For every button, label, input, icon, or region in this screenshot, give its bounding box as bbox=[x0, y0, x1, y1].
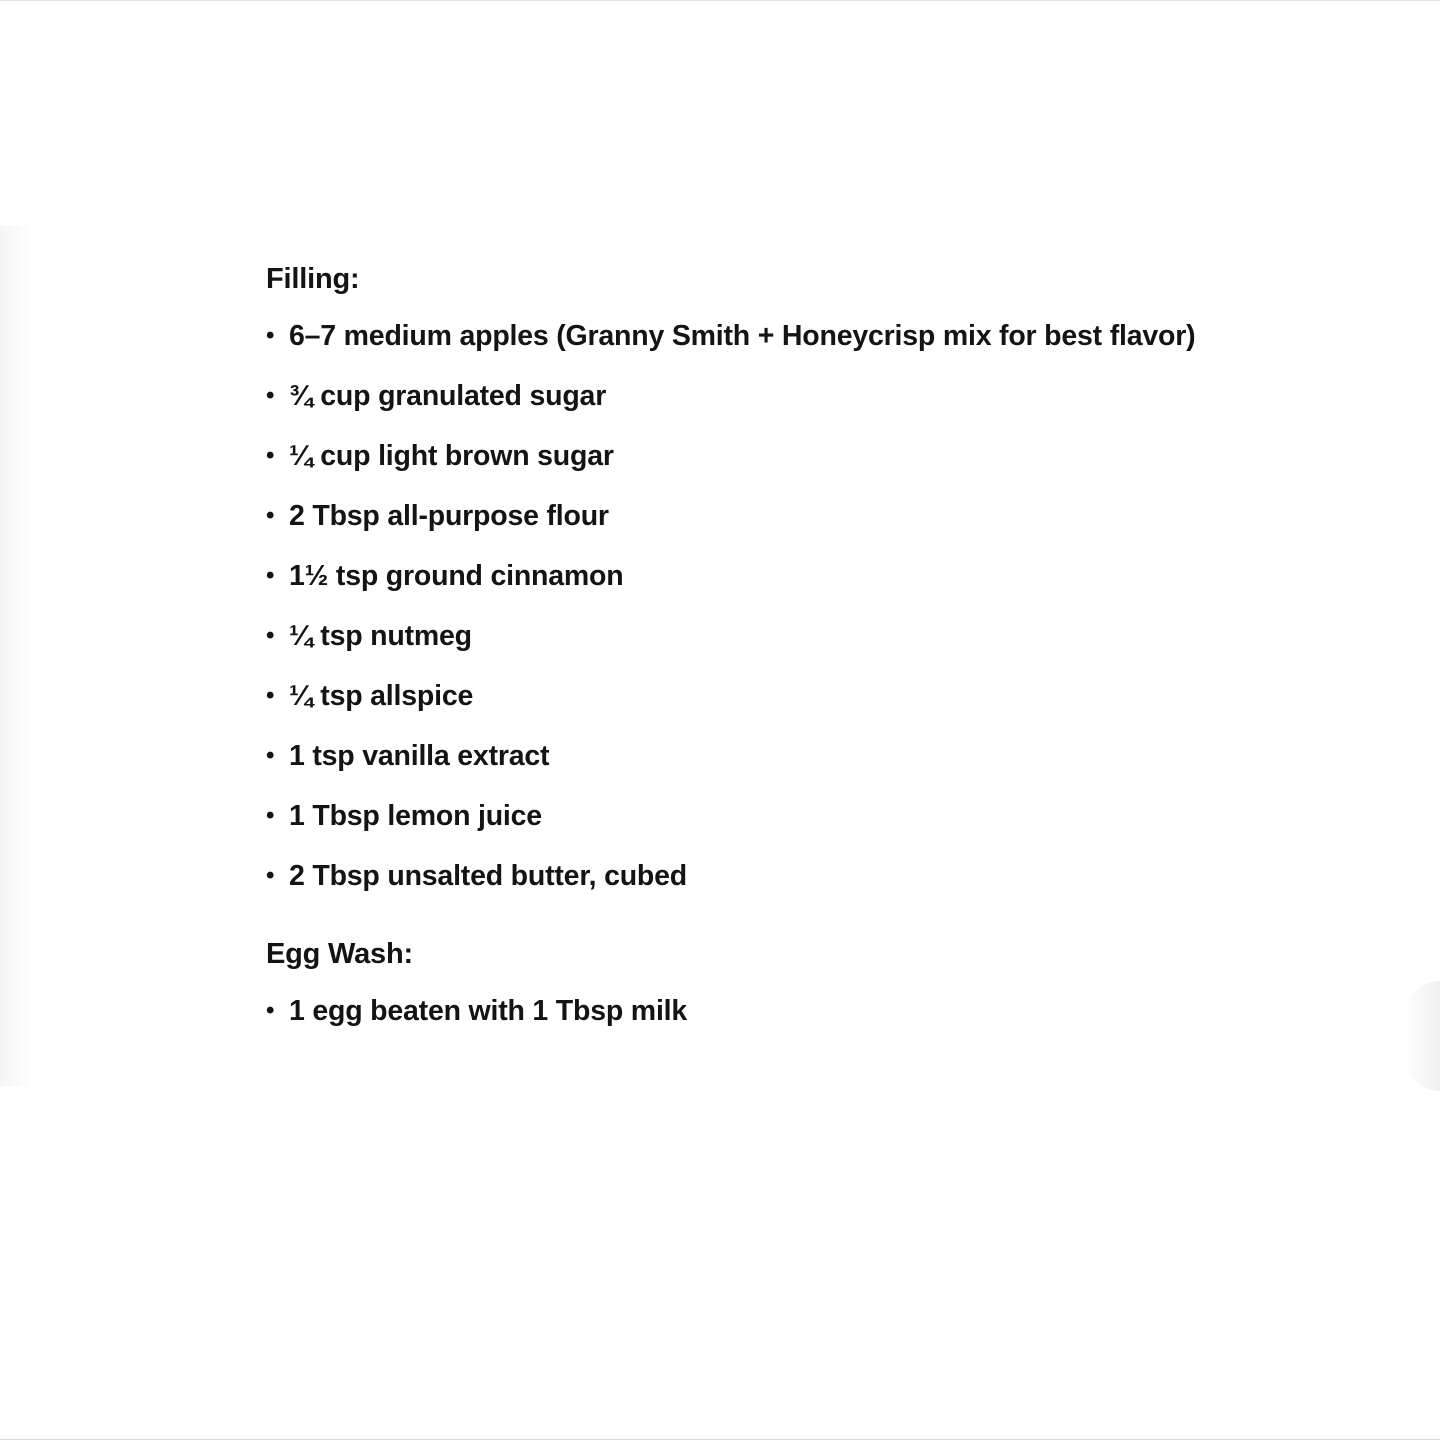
list-item-text: 6–7 medium apples (Granny Smith + Honeycrisp mix for best flavor) bbox=[289, 320, 1196, 352]
list-item bbox=[266, 496, 1266, 536]
list-item bbox=[266, 856, 1266, 896]
filling-list bbox=[266, 316, 1266, 896]
bullet-icon: • bbox=[266, 682, 275, 709]
bullet-icon: • bbox=[266, 622, 275, 649]
egg-wash-heading: Egg Wash: bbox=[266, 938, 413, 970]
list-item-text: ¾ cup granulated sugar bbox=[289, 380, 607, 412]
right-edge-shadow bbox=[1404, 981, 1440, 1091]
list-item-text: 1½ tsp ground cinnamon bbox=[289, 560, 624, 592]
bullet-icon: • bbox=[266, 562, 275, 589]
bullet-icon: • bbox=[266, 862, 275, 889]
list-item-text: 1 Tbsp lemon juice bbox=[289, 800, 542, 832]
list-item bbox=[266, 436, 1266, 476]
list-item bbox=[266, 376, 1266, 416]
list-item-text: ¼ tsp allspice bbox=[289, 680, 474, 712]
egg-wash-list bbox=[266, 991, 1266, 1031]
list-item bbox=[266, 991, 1266, 1031]
list-item bbox=[266, 616, 1266, 656]
bullet-icon: • bbox=[266, 502, 275, 529]
list-item-text: 1 tsp vanilla extract bbox=[289, 740, 550, 772]
left-edge-shadow bbox=[0, 226, 30, 1086]
bullet-icon: • bbox=[266, 442, 275, 469]
bullet-icon: • bbox=[266, 742, 275, 769]
filling-heading: Filling: bbox=[266, 263, 360, 295]
list-item bbox=[266, 676, 1266, 716]
list-item bbox=[266, 796, 1266, 836]
filling-section bbox=[266, 259, 1266, 896]
ingredients-content bbox=[266, 259, 1266, 1031]
list-item-text: ¼ tsp nutmeg bbox=[289, 620, 472, 652]
bullet-icon: • bbox=[266, 997, 275, 1024]
list-item bbox=[266, 316, 1266, 356]
bullet-icon: • bbox=[266, 802, 275, 829]
list-item bbox=[266, 736, 1266, 776]
list-item-text: ¼ cup light brown sugar bbox=[289, 440, 614, 472]
list-item-text: 2 Tbsp unsalted butter, cubed bbox=[289, 860, 688, 892]
list-item bbox=[266, 556, 1266, 596]
list-item-text: 2 Tbsp all-purpose flour bbox=[289, 500, 609, 532]
bullet-icon: • bbox=[266, 382, 275, 409]
list-item-text: 1 egg beaten with 1 Tbsp milk bbox=[289, 995, 688, 1027]
egg-wash-section bbox=[266, 934, 1266, 1031]
bullet-icon: • bbox=[266, 322, 275, 349]
